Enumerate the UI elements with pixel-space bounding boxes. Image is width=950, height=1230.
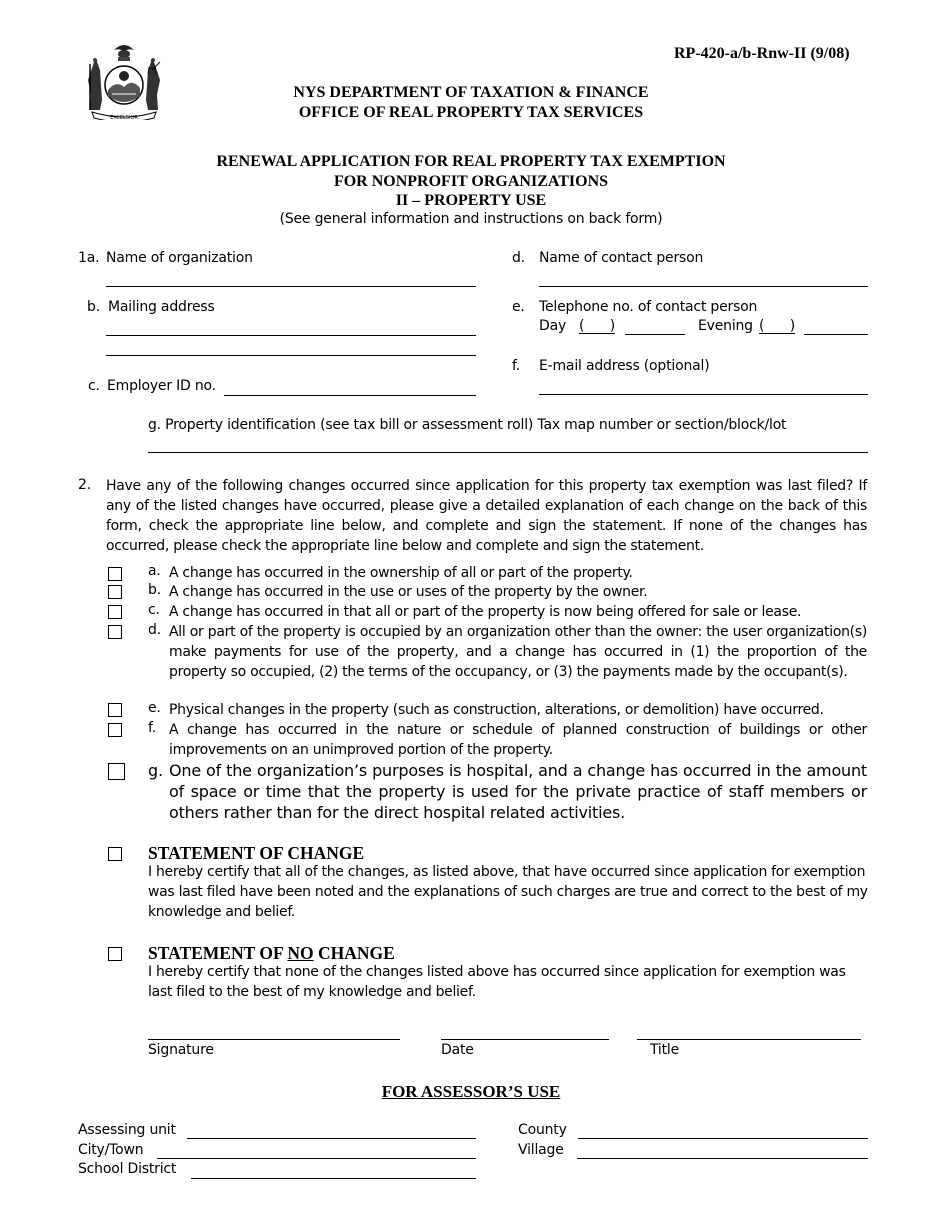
signature-field[interactable] <box>148 1039 400 1040</box>
q1d-number: d. <box>512 250 525 266</box>
email-field[interactable] <box>539 394 868 395</box>
q1c-number: c. <box>88 378 100 394</box>
form-title-line3: II – PROPERTY USE <box>395 192 547 209</box>
city-town-field[interactable] <box>157 1158 476 1159</box>
village-label: Village <box>518 1142 564 1158</box>
change-c-letter: c. <box>148 602 160 618</box>
mailing-address-field-2[interactable] <box>106 355 476 356</box>
form-id: RP-420-a/b-Rnw-II (9/08) <box>674 45 850 62</box>
change-e-checkbox[interactable] <box>108 703 122 717</box>
change-g-letter: g. <box>148 761 163 780</box>
q1b-number: b. <box>87 299 100 315</box>
organization-name-field[interactable] <box>106 286 476 287</box>
agency-name: NYS DEPARTMENT OF TAXATION & FINANCE <box>293 84 649 101</box>
change-c-checkbox[interactable] <box>108 605 122 619</box>
change-a-text: A change has occurred in the ownership of all or part of the property. <box>169 565 633 581</box>
change-f-text: A change has occurred in the nature or schedule of planned construction of buildings or other improvements on an unimproved portion of the property. <box>169 722 867 758</box>
q1e-number: e. <box>512 299 525 315</box>
statement-title-no: NO <box>287 943 314 963</box>
assessing-unit-label: Assessing unit <box>78 1122 176 1138</box>
mailing-address-field-1[interactable] <box>106 335 476 336</box>
change-d-text: All or part of the property is occupied by an organization other than the owner: the user organization(s) make payments for use of the property, and a change has occurred in (1) the proportion of the property so occupied, (2) the terms of the occupancy, or (3) the payments made by the occupant(s). <box>169 624 867 680</box>
day-phone-label: Day <box>539 318 567 334</box>
statement-of-change-title: STATEMENT OF CHANGE <box>148 843 365 863</box>
day-phone-field[interactable] <box>625 334 685 335</box>
change-f-checkbox[interactable] <box>108 723 122 737</box>
school-district-label: School District <box>78 1161 177 1177</box>
title-label: Title <box>650 1042 680 1058</box>
city-town-label: City/Town <box>78 1142 144 1158</box>
signature-label: Signature <box>148 1042 214 1058</box>
change-c-text: A change has occurred in that all or part of the property is now being offered for sale or lease. <box>169 604 802 620</box>
day-phone-area-code: ( ) <box>579 318 616 334</box>
q1f-number: f. <box>512 358 520 374</box>
q1f-label: E-mail address (optional) <box>539 358 710 374</box>
contact-person-field[interactable] <box>539 286 868 287</box>
form-subtitle: (See general information and instructions on back form) <box>279 211 663 227</box>
q1a-label: Name of organization <box>106 250 253 266</box>
change-e-text: Physical changes in the property (such as construction, alterations, or demolition) have occurred. <box>169 702 824 718</box>
form-title-line2: FOR NONPROFIT ORGANIZATIONS <box>333 173 609 190</box>
change-a-letter: a. <box>148 563 161 579</box>
date-field[interactable] <box>441 1039 609 1040</box>
change-b-text: A change has occurred in the use or uses of the property by the owner. <box>169 584 648 600</box>
assessing-unit-field[interactable] <box>187 1138 476 1139</box>
change-b-letter: b. <box>148 582 161 598</box>
q1a-number: 1a. <box>78 250 100 266</box>
statement-of-no-change-checkbox[interactable] <box>108 947 122 961</box>
county-label: County <box>518 1122 567 1138</box>
employer-id-field[interactable] <box>224 395 476 396</box>
evening-phone-field[interactable] <box>804 334 868 335</box>
q1d-label: Name of contact person <box>539 250 704 266</box>
q1c-label: Employer ID no. <box>107 378 216 394</box>
statement-of-no-change-title <box>148 943 395 964</box>
change-g-checkbox[interactable] <box>108 763 125 780</box>
date-label: Date <box>441 1042 474 1058</box>
county-field[interactable] <box>578 1138 868 1139</box>
svg-text:EXCELSIOR: EXCELSIOR <box>110 115 138 120</box>
statement-title-part3: CHANGE <box>313 943 395 963</box>
office-name: OFFICE OF REAL PROPERTY TAX SERVICES <box>298 104 644 121</box>
q1e-label: Telephone no. of contact person <box>539 299 758 315</box>
statement-of-change-checkbox[interactable] <box>108 847 122 861</box>
property-identification-field[interactable] <box>148 452 868 453</box>
q2-text: Have any of the following changes occurred since application for this property tax exemption was last filed? If any of the listed changes have occurred, please give a detailed explanation of each change on the back of this form, check the appropriate line below, and complete and sign the statement. If none of the changes has occurred, please check the appropriate line below and complete and sign the statement. <box>106 478 867 554</box>
statement-title-part1: STATEMENT OF <box>148 943 288 963</box>
title-field[interactable] <box>637 1039 861 1040</box>
village-field[interactable] <box>577 1158 868 1159</box>
q1g-label: g. Property identification (see tax bill or assessment roll) Tax map number or section/block/lot <box>148 417 787 433</box>
evening-phone-area-code: ( ) <box>759 318 796 334</box>
statement-of-no-change-text: I hereby certify that none of the changes listed above has occurred since application for exemption was last filed to the best of my knowledge and belief. <box>148 964 846 1000</box>
change-d-letter: d. <box>148 622 161 638</box>
form-title-line1: RENEWAL APPLICATION FOR REAL PROPERTY TAX EXEMPTION <box>216 153 726 170</box>
change-f-letter: f. <box>148 720 156 736</box>
change-e-letter: e. <box>148 700 161 716</box>
change-b-checkbox[interactable] <box>108 585 122 599</box>
change-d-checkbox[interactable] <box>108 625 122 639</box>
q2-number: 2. <box>78 477 91 493</box>
statement-of-change-text: I hereby certify that all of the changes, as listed above, that have occurred since application for exemption was last filed have been noted and the explanations of such charges are true and correct to the best of my knowledge and belief. <box>148 864 868 920</box>
assessor-heading: FOR ASSESSOR’S USE <box>381 1082 561 1101</box>
q1b-label: Mailing address <box>108 299 215 315</box>
school-district-field[interactable] <box>191 1178 476 1179</box>
evening-phone-label: Evening <box>698 318 753 334</box>
change-g-text: One of the organization’s purposes is hospital, and a change has occurred in the amount of space or time that the property is used for the private practice of staff members or others rather than for the direct hospital related activities. <box>169 761 867 822</box>
change-a-checkbox[interactable] <box>108 567 122 581</box>
